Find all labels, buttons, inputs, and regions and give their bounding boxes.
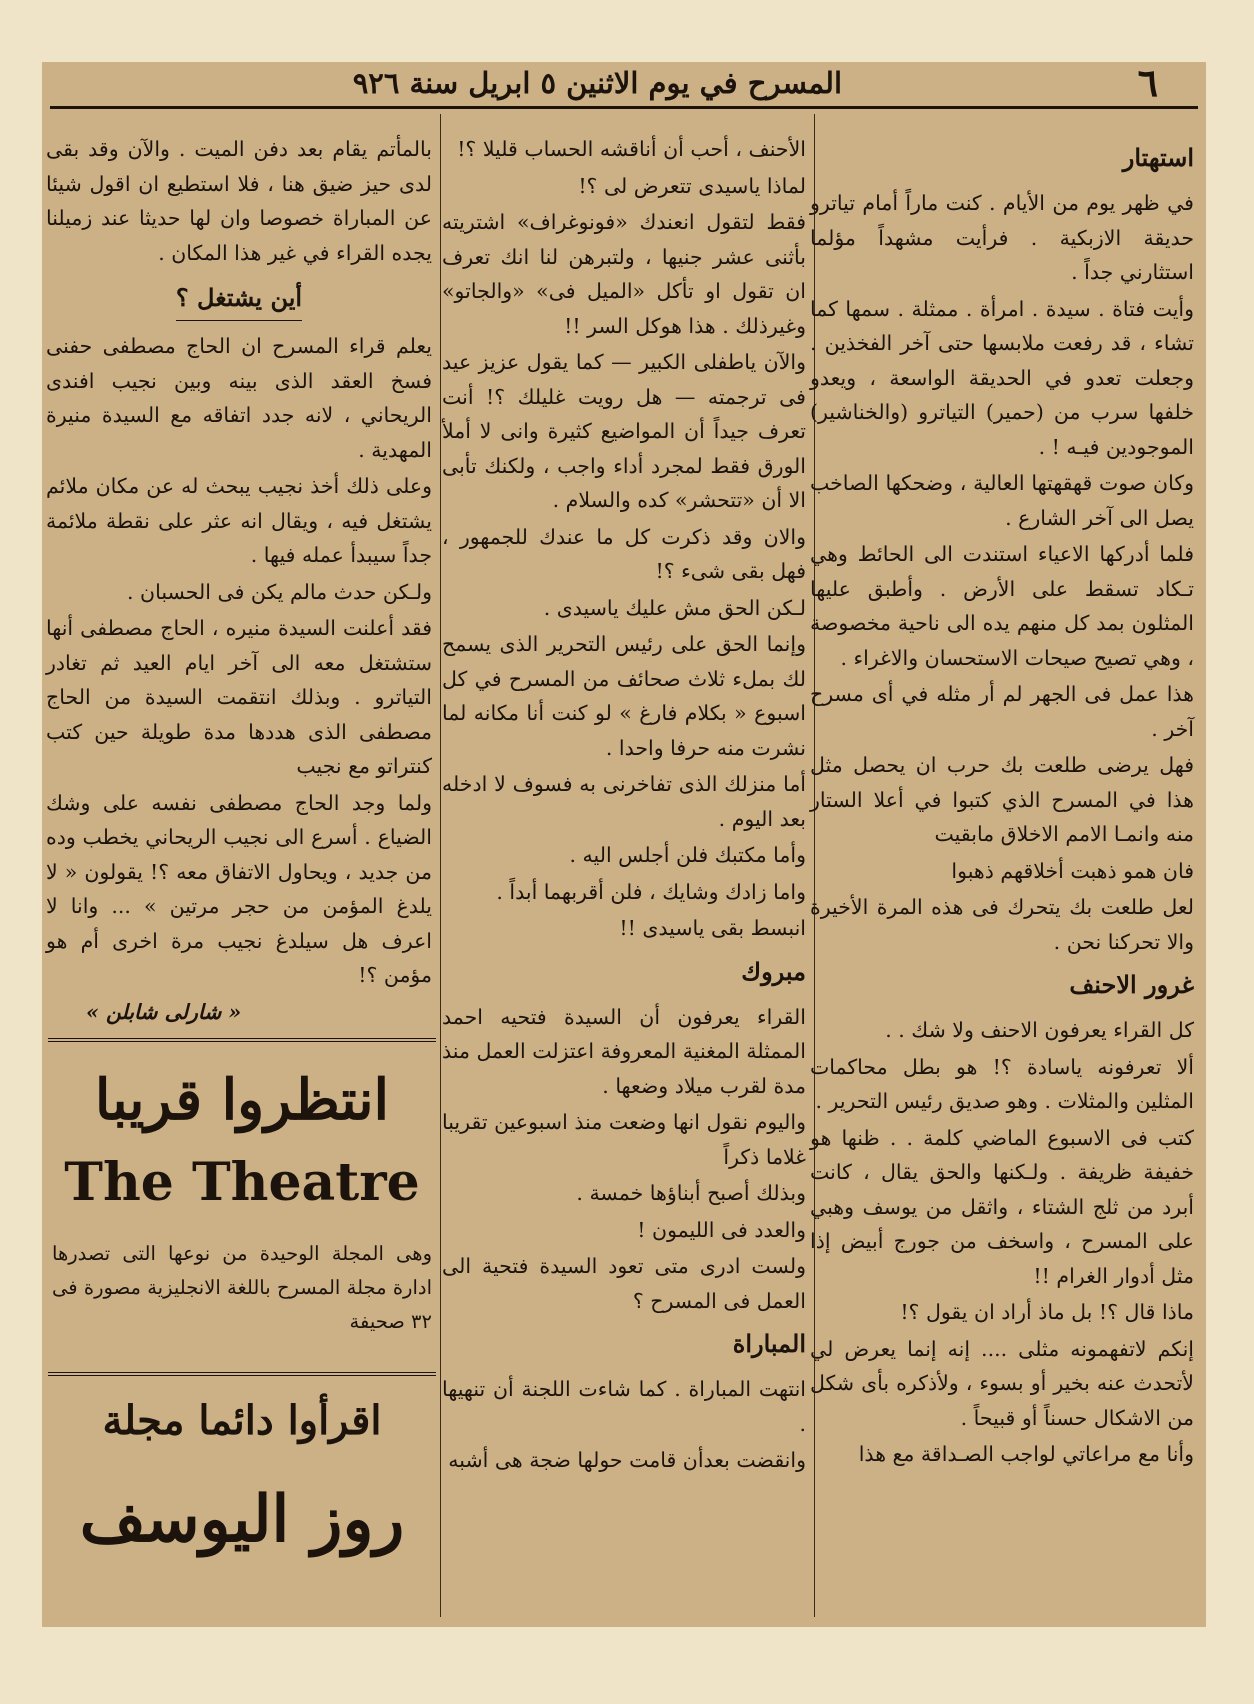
paragraph: والآن ياطفلى الكبير — كما يقول عزيز عيد فى ترجمته — هل رويت غليلك ؟! أنت تعرف جيداً أن المواضيع كثيرة وانى لا أملأ الورق فقط لمجرد أداء واجب ، ولكنك تأبى الا أن «تتحشر» كده والسلام . — [442, 350, 806, 512]
paragraph: ولست ادرى متى تعود السيدة فتحية الى العمل فى المسرح ؟ — [442, 1254, 806, 1313]
masthead-title: المسرح في يوم الاثنين ٥ ابريل سنة ٩٢٦ — [352, 66, 842, 100]
ad-headline: انتظروا قريبا — [94, 1067, 390, 1133]
paragraph: إنكم لاتفهمونه مثلى .... إنه إنما يعرض لي لأتحدث عنه بخير أو بسوء ، ولأذكره بأى شكل من الاشكال حسناً أو قبيحاً . — [810, 1336, 1194, 1430]
paragraph: وانقضت بعدأن قامت حولها ضجة هى أشبه — [448, 1448, 806, 1472]
paragraph: القراء يعرفون أن السيدة فتحيه احمد الممثلة المغنية المعروفة اعتزلت العمل منذ مدة لقرب ميلاد وضعها . — [442, 1004, 806, 1098]
paragraph: في ظهر يوم من الأيام . كنت ماراً أمام تياترو حديقة الازبكية . فرأيت مشهداً مؤلما استثارني جداً . — [810, 191, 1194, 284]
column-left — [46, 132, 432, 1031]
paragraph: وعلى ذلك أخذ نجيب يبحث له عن مكان ملائم يشتغل فيه ، ويقال انه عثر على نقطة ملائمة جداً سيبدأ عمله فيها . — [46, 474, 432, 567]
ad-description: وهى المجلة الوحيدة من نوعها التى تصدرها ادارة مجلة المسرح باللغة الانجليزية مصورة فى ٣٢ صحيفة — [52, 1242, 432, 1333]
verse-line: فان همو ذهبت أخلاقهم ذهبوا — [951, 858, 1194, 883]
paragraph: الأحنف ، أحب أن أناقشه الحساب قليلا ؟! — [457, 137, 806, 161]
article-heading: أين يشتغل ؟ — [176, 278, 302, 321]
paragraph: وبذلك أصبح أبناؤها خمسة . — [576, 1181, 806, 1205]
column-middle — [442, 132, 806, 1480]
paragraph: أما منزلك الذى تفاخرنى به فسوف لا ادخله بعد اليوم . — [442, 772, 806, 831]
paragraph: هذا عمل فى الجهر لم أر مثله في أى مسرح آخر . — [810, 682, 1194, 741]
paragraph: وأنا مع مراعاتي لواجب الصـداقة مع هذا — [858, 1442, 1194, 1466]
paragraph: واليوم نقول انها وضعت منذ اسبوعين تقريبا غلاما ذكراً — [442, 1110, 806, 1169]
ad-tagline: اقرأوا دائما مجلة — [102, 1397, 382, 1444]
paragraph: ألا تعرفونه ياسادة ؟! هو بطل محاكمات المثلين والمثلات . وهو صديق رئيس التحرير . — [810, 1054, 1194, 1113]
paragraph: لماذا ياسيدى تتعرض لى ؟! — [578, 173, 806, 198]
paragraph: لـكن الحق مش عليك ياسيدى . — [543, 595, 806, 620]
paragraph: وكان صوت قهقهتها العالية ، وضحكها الصاخب يصل الى آخر الشارع . — [810, 471, 1194, 530]
article-heading: غرور الاحنف — [1069, 970, 1194, 999]
ad-divider — [48, 1038, 436, 1042]
article-heading: استهتار — [1122, 143, 1194, 172]
newspaper-page — [42, 62, 1206, 1627]
paragraph: ماذا قال ؟! بل ماذ أراد ان يقول ؟! — [900, 1300, 1194, 1324]
paragraph: ولـكن حدث مالم يكن فى الحسبان . — [126, 579, 432, 604]
paragraph: انبسط بقى ياسيدى !! — [619, 916, 806, 940]
paragraph: كل القراء يعرفون الاحنف ولا شك . . — [885, 1018, 1194, 1042]
paragraph: فقط لتقول انعندك «فونوغراف» اشتريته بأثنى عشر جنيها ، ولتبرهن لنا انك تعرف ان تقول او تأكل «الميل فى» «والجاتو» وغيرذلك . هذا هوكل السر !! — [442, 210, 806, 338]
paragraph: وأما مكتبك فلن أجلس اليه . — [569, 843, 806, 867]
paragraph: ولما وجد الحاج مصطفى نفسه على وشك الضياع . أسرع الى نجيب الريحاني يخطب وده من جديد ، ويحاول الاتفاق معه ؟! يقولون « لا يلدغ المؤمن من حجر مرتين » ... وانا لا اعرف هل سيلدغ نجيب مرة اخرى أم هو مؤمن ؟! — [46, 790, 432, 987]
article-heading: مبروك — [741, 956, 806, 986]
paragraph: لعل طلعت بك يتحرك فى هذه المرة الأخيرة والا تحركنا نحن . — [810, 895, 1194, 954]
paragraph: يعلم قراء المسرح ان الحاج مصطفى حفنى فسخ العقد الذى بينه وبين نجيب افندى الريحاني ، لانه جدد اتفاقه مع السيدة منيرة المهدية . — [46, 334, 432, 462]
ad-english-title: The Theatre — [64, 1152, 420, 1213]
paragraph: كتب فى الاسبوع الماضي كلمة . . ظنها هو خفيفة ظريفة . ولـكنها والحق يقال ، كانت أبرد من ثلج الشتاء ، واثقل من يوسف وهبي على المسرح ، واسخف من جورج أبيض إذا مثل أدوار الغرام !! — [810, 1125, 1194, 1288]
ad-divider — [48, 1372, 436, 1376]
paragraph: فلما أدركها الاعياء استندت الى الحائط وهي تـكاد تسقط على الأرض . وأطبق عليها المثلون بمد كل منهم يده الى ناحية مخصوصة ، وهي تصيح صيحات الاستحسان والاغراء . — [810, 542, 1194, 670]
page-number: ٦ — [1137, 62, 1158, 105]
header-rule — [50, 106, 1198, 109]
paragraph: واما زادك وشايك ، فلن أقربهما أبداً . — [496, 879, 806, 904]
page-header — [42, 62, 1206, 104]
paragraph: وإنما الحق على رئيس التحرير الذى يسمح لك بملء ثلاث صحائف من المسرح في كل اسبوع « بكلام فارغ » لو كنت أنا مكانه لما نشرت منه حرفا واحدا . — [442, 632, 806, 760]
article-heading: المباراة — [732, 1329, 806, 1358]
author-signature: « شارلى شابلن » — [86, 999, 242, 1024]
paragraph: انتهت المباراة . كما شاءت اللجنة أن تنهيها . — [442, 1377, 806, 1436]
paragraph: والعدد فى الليمون ! — [637, 1217, 806, 1242]
paragraph: فهل يرضى طلعت بك حرب ان يحصل مثل هذا في المسرح الذي كتبوا في أعلا الستار منه وانمـا الامم الاخلاق مابقيت — [810, 753, 1194, 846]
paragraph: والان وقد ذكرت كل ما عندك للجمهور ، فهل بقى شىء ؟! — [442, 524, 806, 583]
column-divider — [440, 114, 441, 1617]
paragraph: فقد أعلنت السيدة منيره ، الحاج مصطفى أنها ستشتغل معه الى آخر ايام العيد ثم تغادر التياترو . وبذلك انتقمت السيدة من الحاج مصطفى الذى هددها مدة طويلة حين كتب كنتراتو مع نجيب — [46, 616, 432, 778]
paragraph: بالمأتم يقام بعد دفن الميت . والآن وقد بقى لدى حيز ضيق هنا ، فلا استطيع ان اقول شيئا عن المباراة خصوصا وان لها حديثا عند زميلنا يجده القراء في غير هذا المكان . — [46, 137, 432, 265]
paragraph: وأيت فتاة . سيدة . امرأة . ممثلة . سمها كما تشاء ، قد رفعت ملابسها حتى آخر الفخذين . وجعلت تعدو في الحديقة الواسعة ، ويعدو خلفها سرب من (حمير) التياترو (والخناشير) الموجودين فيـه ! . — [810, 296, 1194, 459]
column-right — [810, 132, 1194, 1474]
ad-magazine-name: روز اليوسف — [79, 1482, 405, 1557]
